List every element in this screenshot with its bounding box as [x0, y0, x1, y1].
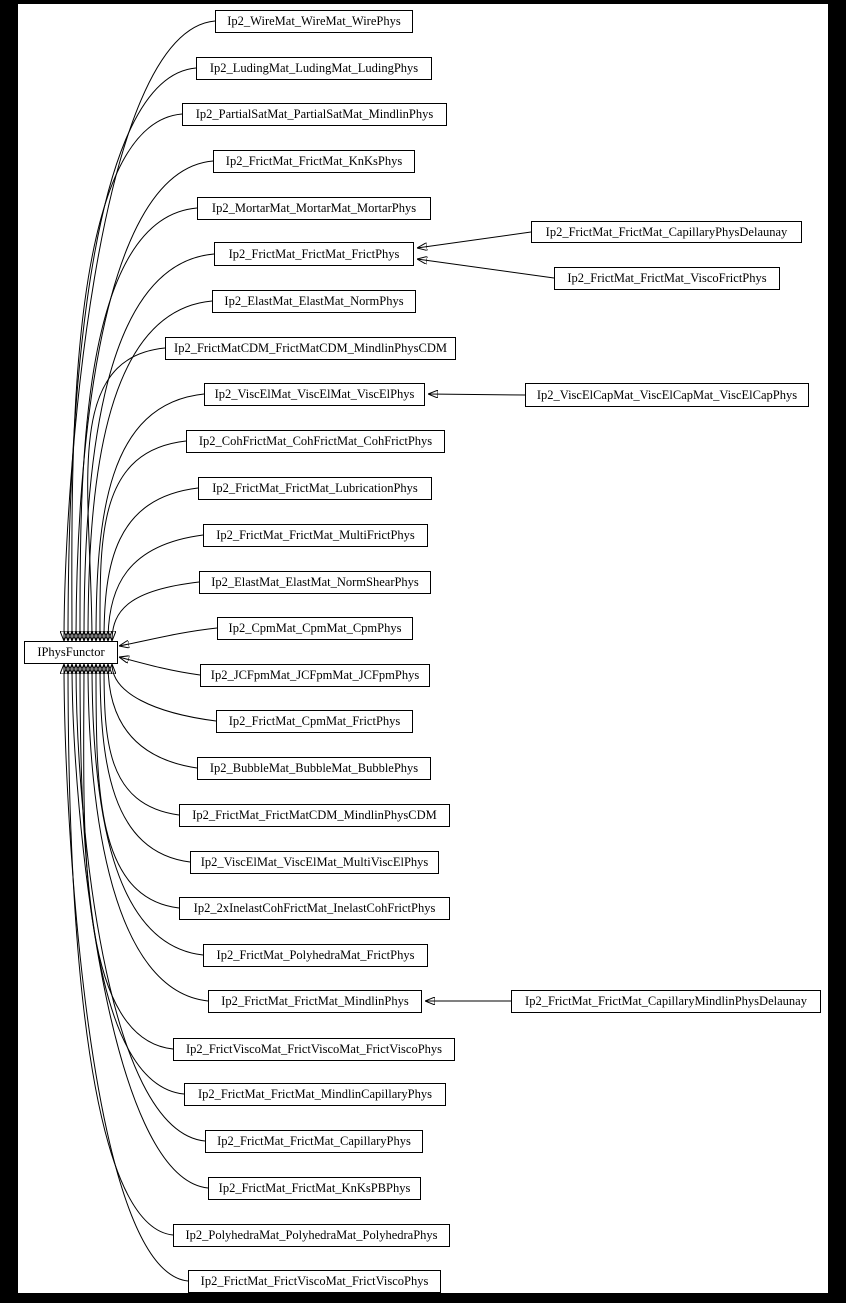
- node-ip2-frictmatcdm-frictmatcdm-mindlinphyscdm[interactable]: Ip2_FrictMatCDM_FrictMatCDM_MindlinPhysCDM: [165, 337, 456, 360]
- node-ip2-2xinelastcohfrictmat-inelastcohfrictphys[interactable]: Ip2_2xInelastCohFrictMat_InelastCohFrictPhys: [179, 897, 450, 920]
- node-ip2-elastmat-elastmat-normphys[interactable]: Ip2_ElastMat_ElastMat_NormPhys: [212, 290, 416, 313]
- node-ip2-frictmat-frictmat-mindlincapillaryphys[interactable]: Ip2_FrictMat_FrictMat_MindlinCapillaryPhys: [184, 1083, 446, 1106]
- node-ip2-frictmat-polyhedramat-frictphys[interactable]: Ip2_FrictMat_PolyhedraMat_FrictPhys: [203, 944, 428, 967]
- node-ip2-frictmat-frictmat-mindlinphys[interactable]: Ip2_FrictMat_FrictMat_MindlinPhys: [208, 990, 422, 1013]
- node-ip2-viscelmat-viscelmat-multiviscelphys[interactable]: Ip2_ViscElMat_ViscElMat_MultiViscElPhys: [190, 851, 439, 874]
- node-ip2-frictmat-frictmat-capillarymindlinphysdelaunay[interactable]: Ip2_FrictMat_FrictMat_CapillaryMindlinPhysDelaunay: [511, 990, 821, 1013]
- node-ip2-partialsatmat-partialsatmat-mindlinphys[interactable]: Ip2_PartialSatMat_PartialSatMat_MindlinPhys: [182, 103, 447, 126]
- node-ip2-wiremat-wiremat-wirephys[interactable]: Ip2_WireMat_WireMat_WirePhys: [215, 10, 413, 33]
- node-ip2-viscelcapmat-viscelcapmat-viscelcapphys[interactable]: Ip2_ViscElCapMat_ViscElCapMat_ViscElCapPhys: [525, 383, 809, 407]
- node-ip2-frictmat-frictviscomat-frictviscophys[interactable]: Ip2_FrictMat_FrictViscoMat_FrictViscoPhys: [188, 1270, 441, 1293]
- node-ip2-frictmat-frictmatcdm-mindlinphyscdm[interactable]: Ip2_FrictMat_FrictMatCDM_MindlinPhysCDM: [179, 804, 450, 827]
- node-iphysfunctor: IPhysFunctor: [24, 641, 118, 664]
- node-ip2-viscelmat-viscelmat-viscelphys[interactable]: Ip2_ViscElMat_ViscElMat_ViscElPhys: [204, 383, 425, 406]
- node-ip2-frictmat-frictmat-capillaryphysdelaunay[interactable]: Ip2_FrictMat_FrictMat_CapillaryPhysDelaunay: [531, 221, 802, 243]
- node-ip2-frictmat-cpmmat-frictphys[interactable]: Ip2_FrictMat_CpmMat_FrictPhys: [216, 710, 413, 733]
- node-ip2-frictmat-frictmat-viscofrictphys[interactable]: Ip2_FrictMat_FrictMat_ViscoFrictPhys: [554, 267, 780, 290]
- node-ip2-frictmat-frictmat-capillaryphys[interactable]: Ip2_FrictMat_FrictMat_CapillaryPhys: [205, 1130, 423, 1153]
- node-ip2-frictmat-frictmat-multifrictphys[interactable]: Ip2_FrictMat_FrictMat_MultiFrictPhys: [203, 524, 428, 547]
- node-ip2-frictmat-frictmat-frictphys[interactable]: Ip2_FrictMat_FrictMat_FrictPhys: [214, 242, 414, 266]
- node-ip2-frictviscomat-frictviscomat-frictviscophys[interactable]: Ip2_FrictViscoMat_FrictViscoMat_FrictViscoPhys: [173, 1038, 455, 1061]
- node-ip2-frictmat-frictmat-knkspbphys[interactable]: Ip2_FrictMat_FrictMat_KnKsPBPhys: [208, 1177, 421, 1200]
- node-ip2-frictmat-frictmat-lubricationphys[interactable]: Ip2_FrictMat_FrictMat_LubricationPhys: [198, 477, 432, 500]
- node-ip2-jcfpmmat-jcfpmmat-jcfpmphys[interactable]: Ip2_JCFpmMat_JCFpmMat_JCFpmPhys: [200, 664, 430, 687]
- node-ip2-polyhedramat-polyhedramat-polyhedraphys[interactable]: Ip2_PolyhedraMat_PolyhedraMat_PolyhedraPhys: [173, 1224, 450, 1247]
- node-ip2-bubblemat-bubblemat-bubblephys[interactable]: Ip2_BubbleMat_BubbleMat_BubblePhys: [197, 757, 431, 780]
- node-ip2-frictmat-frictmat-knksphys[interactable]: Ip2_FrictMat_FrictMat_KnKsPhys: [213, 150, 415, 173]
- node-ip2-elastmat-elastmat-normshearphys[interactable]: Ip2_ElastMat_ElastMat_NormShearPhys: [199, 571, 431, 594]
- node-ip2-mortarmat-mortarmat-mortarphys[interactable]: Ip2_MortarMat_MortarMat_MortarPhys: [197, 197, 431, 220]
- node-ip2-cpmmat-cpmmat-cpmphys[interactable]: Ip2_CpmMat_CpmMat_CpmPhys: [217, 617, 413, 640]
- node-ip2-cohfrictmat-cohfrictmat-cohfrictphys[interactable]: Ip2_CohFrictMat_CohFrictMat_CohFrictPhys: [186, 430, 445, 453]
- node-ip2-ludingmat-ludingmat-ludingphys[interactable]: Ip2_LudingMat_LudingMat_LudingPhys: [196, 57, 432, 80]
